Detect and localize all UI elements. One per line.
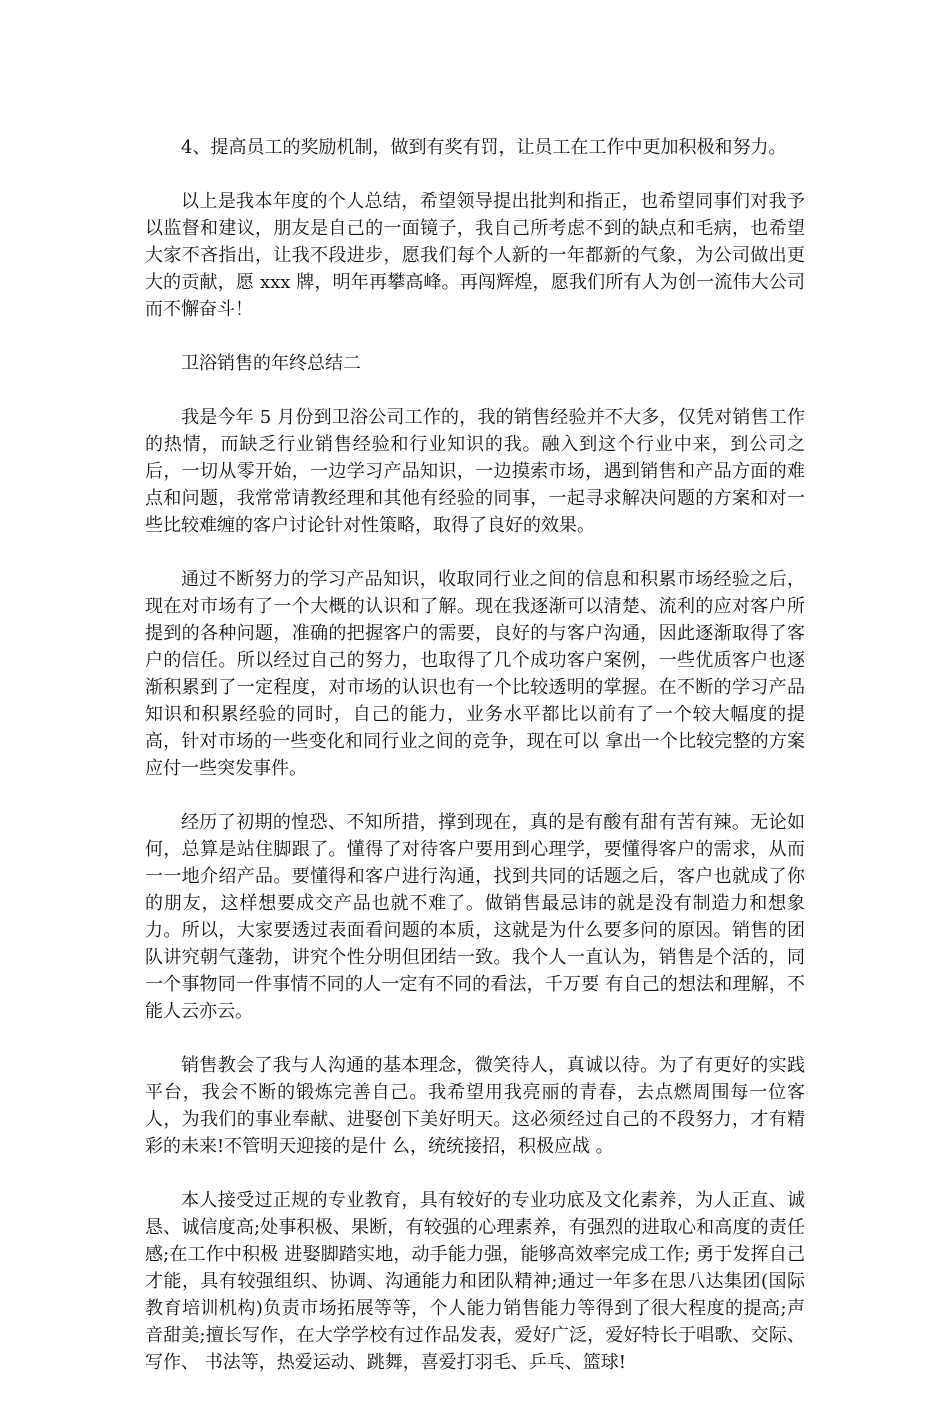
paragraph-annual-summary-closing: 以上是我本年度的个人总结，希望领导提出批判和指正，也希望同事们对我予以监督和建议，朋友是自己的一面镜子，我自己所考虑不到的缺点和毛病，也希望大家不吝指出，让我不段进步，愿我们每个人新的一年都新的气象，为公司做出更大的贡献，愿 xxx 牌，明年再攀高峰。再闯辉煌，愿我们所有人为创一流伟大公司而不懈奋斗！ [145,191,805,320]
section-heading: 卫浴销售的年终总结二 [181,353,361,374]
paragraph-reward-mechanism: 4、提高员工的奖励机制，做到有奖有罚，让员工在工作中更加积极和努力。 [181,137,787,158]
paragraph-communication-lessons: 销售教会了我与人沟通的基本理念，微笑待人，真诚以待。为了有更好的实践平台，我会不断的锻炼完善自己。我希望用我亮丽的青春，去点燃周围每一位客人，为我们的事业奉献、进娶创下美好明天。这必须经过自己的不段努力，才有精彩的未来!不管明天迎接的是什 么，统统接招，积极应战 。 [145,1055,805,1157]
paragraph-intro-joining-company: 我是今年 5 月份到卫浴公司工作的，我的销售经验并不大多，仅凭对销售工作的热情，而缺乏行业销售经验和行业知识的我。融入到这个行业中来，到公司之后，一切从零开始，一边学习产品知识，一边摸索市场，遇到销售和产品方面的难点和问题，我常常请教经理和其他有经验的同事，一起寻求解决问题的方案和对一些比较难缠的客户讨论针对性策略，取得了良好的效果。 [145,407,805,536]
document-body [145,134,805,1403]
paragraph-self-introduction: 本人接受过正规的专业教育，具有较好的专业功底及文化素养，为人正直、诚恳、诚信度高;处事积极、果断，有较强的心理素养，有强烈的进取心和高度的责任感;在工作中积极 进娶脚踏实地，动手能力强，能够高效率完成工作; 勇于发挥自己才能，具有较强组织、协调、沟通能力和团队精神;通过一年多在思八达集团(国际教育培训机构)负责市场拓展等等，个人能力销售能力等得到了很大程度的提高;声音甜美;擅长写作，在大学学校有过作品发表，爱好广泛，爱好特长于唱歌、交际、写作、 书法等，热爱运动、跳舞，喜爱打羽毛、乒乓、篮球! [145,1190,805,1373]
paragraph-experience-reflection: 经历了初期的惶恐、不知所措，撑到现在，真的是有酸有甜有苦有辣。无论如何，总算是站住脚跟了。懂得了对待客户要用到心理学，要懂得客户的需求，从而一一地介绍产品。要懂得和客户进行沟通，找到共同的话题之后，客户也就成了你的朋友，这样想要成交产品也就不难了。做销售最忌讳的就是没有制造力和想象力。所以，大家要透过表面看问题的本质，这就是为什么要多问的原因。销售的团队讲究朝气蓬勃，讲究个性分明但团结一致。我个人一直认为，销售是个活的，同一个事物同一件事情不同的人一定有不同的看法，千万要 有自己的想法和理解，不能人云亦云。 [145,812,805,1022]
paragraph-learning-progress: 通过不断努力的学习产品知识，收取同行业之间的信息和积累市场经验之后，现在对市场有了一个大概的认识和了解。现在我逐渐可以清楚、流利的应对客户所提到的各种问题，准确的把握客户的需要，良好的与客户沟通，因此逐渐取得了客户的信任。所以经过自己的努力，也取得了几个成功客户案例，一些优质客户也逐渐积累到了一定程度，对市场的认识也有一个比较透明的掌握。在不断的学习产品知识和积累经验的同时，自己的能力，业务水平都比以前有了一个较大幅度的提高，针对市场的一些变化和同行业之间的竞争，现在可以 拿出一个比较完整的方案应付一些突发事件。 [145,569,805,779]
